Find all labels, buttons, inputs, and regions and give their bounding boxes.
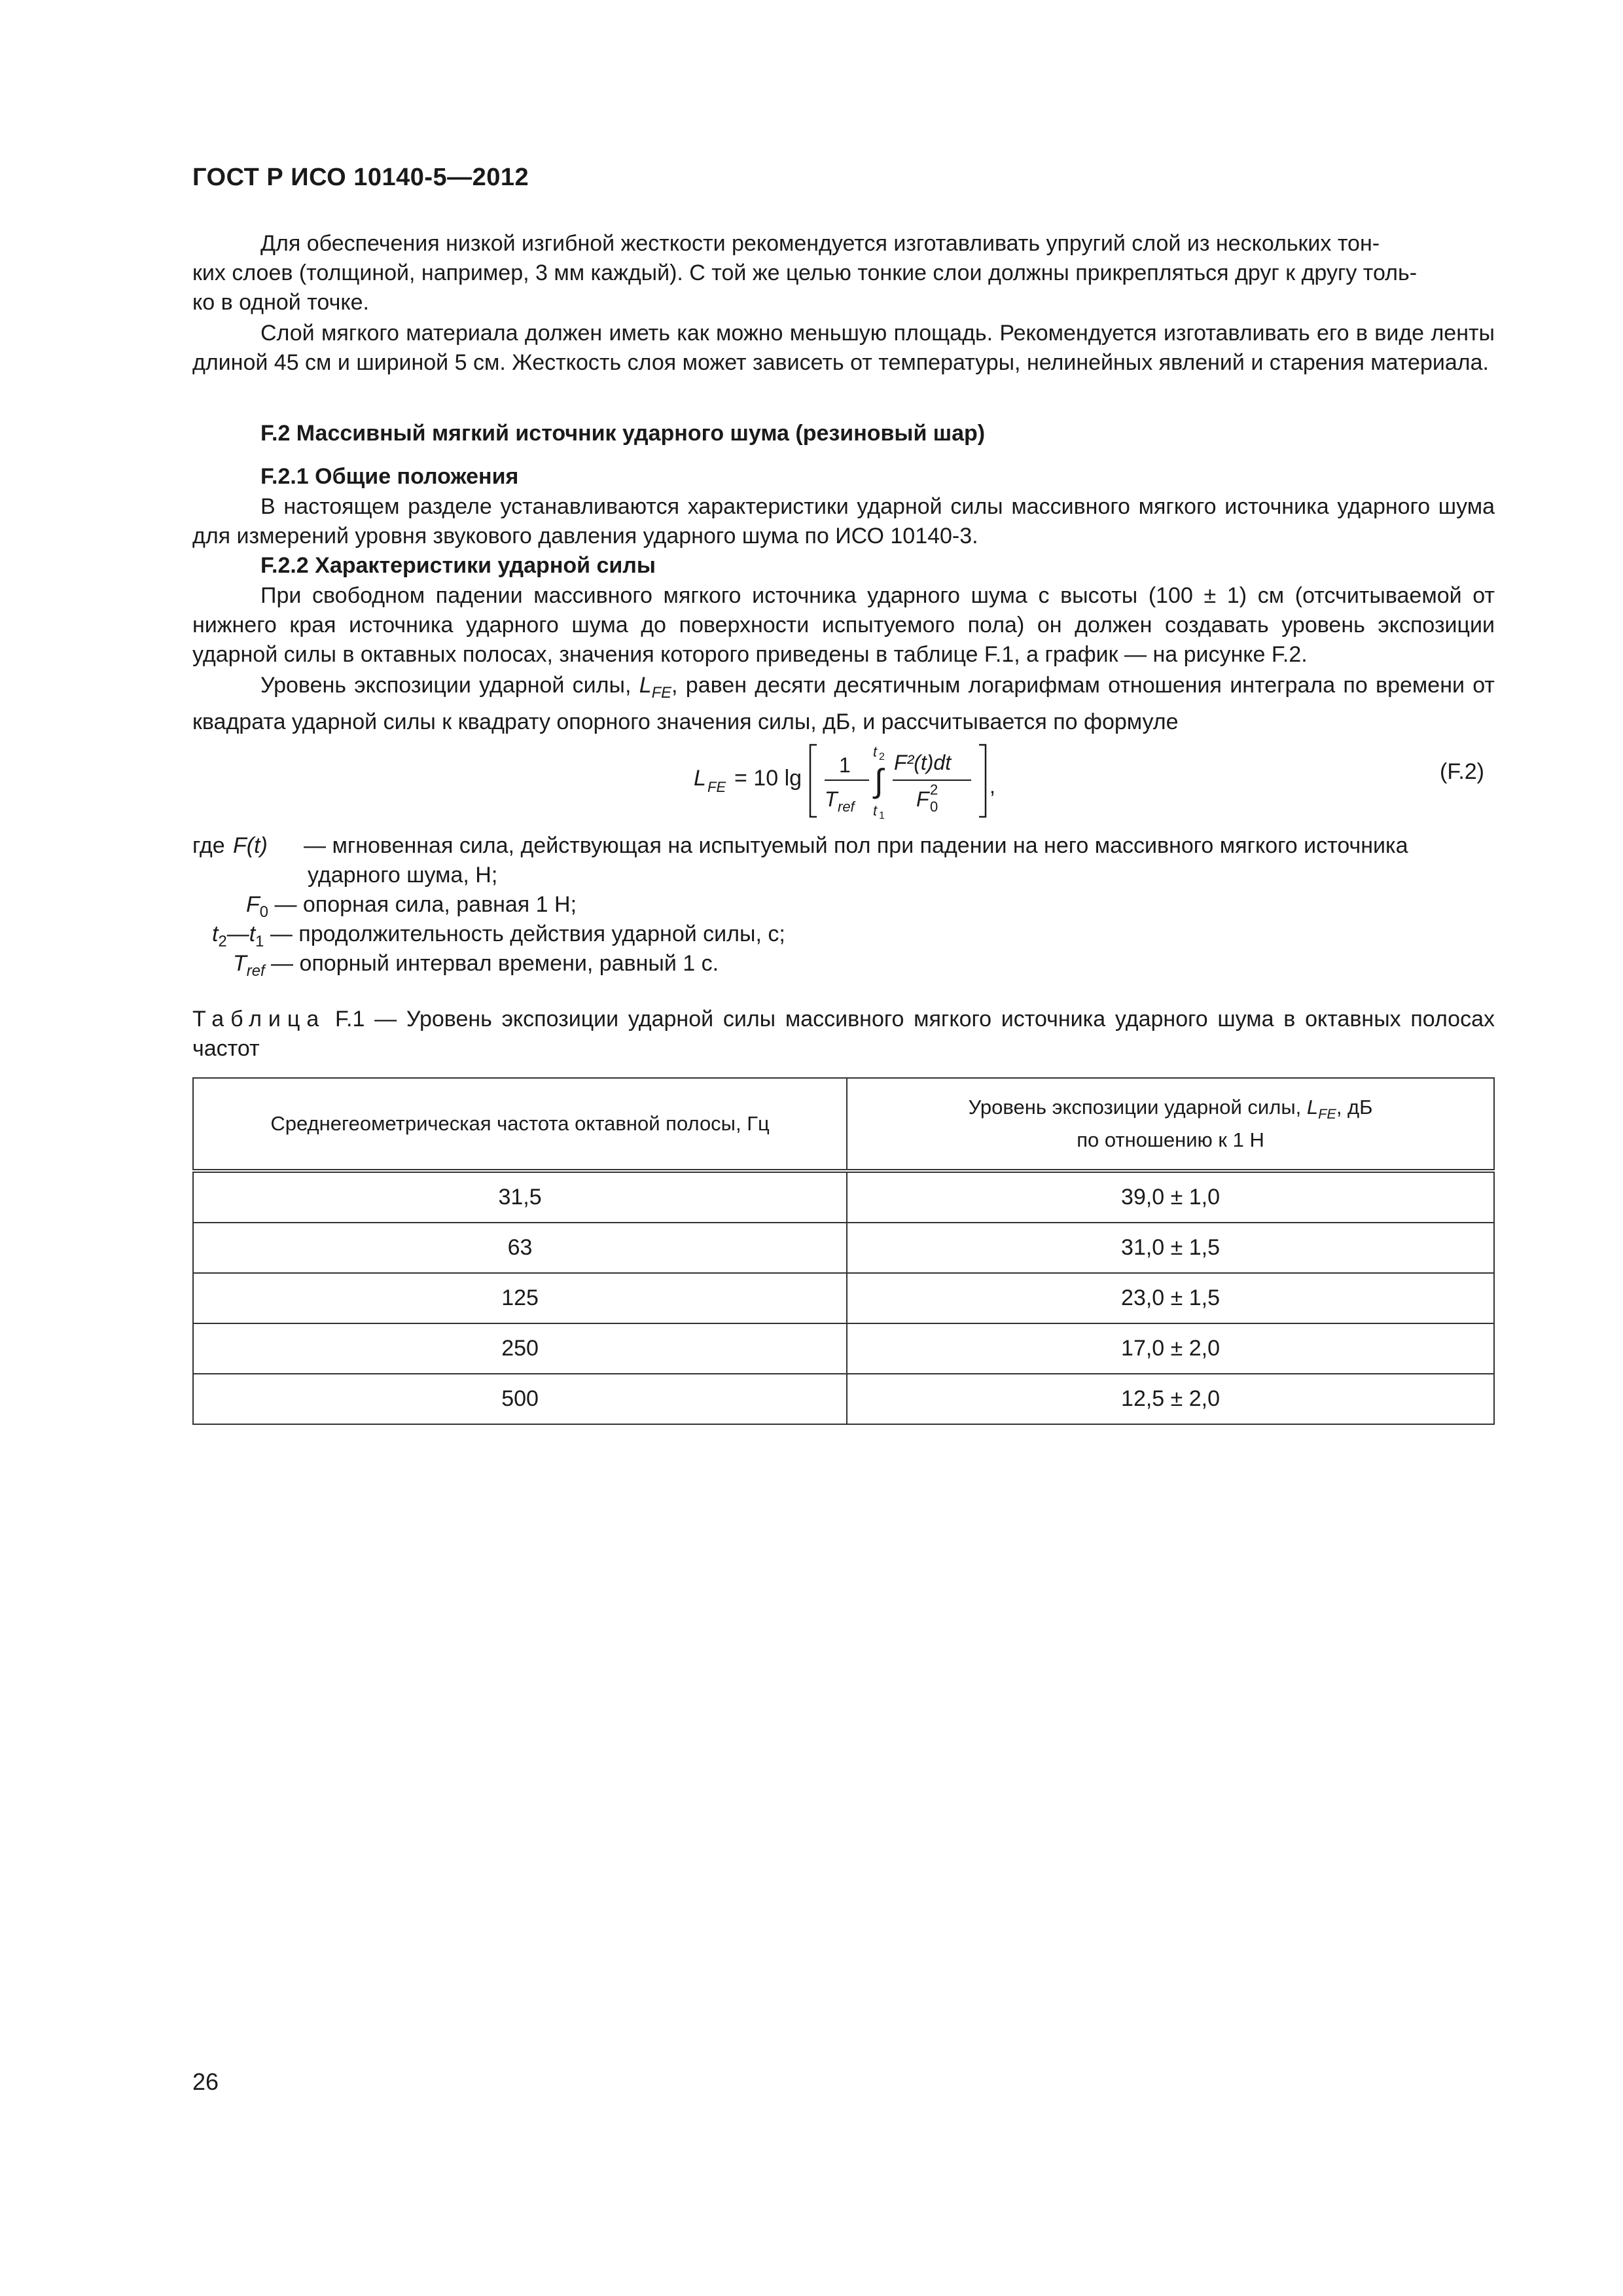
table-caption (192, 1005, 1495, 1064)
section-heading-f21: F.2.1 Общие положения (260, 464, 519, 489)
page-number: 26 (192, 2068, 219, 2095)
paragraph-5 (192, 671, 1495, 737)
paragraph-1-line-1: Для обеспечения низкой изгибной жесткости рекомендуется изготавливать упругий слой из нескольких тон- (260, 231, 1380, 256)
table-header-frequency: Среднегеометрическая частота октавной полосы, Гц (193, 1078, 847, 1171)
symbol-l: L (639, 673, 652, 698)
definition-term-t2-sub: 2 (218, 932, 227, 950)
definition-text-duration: — продолжительность действия ударной силы, с; (270, 922, 785, 946)
integral-upper-sub: 2 (879, 751, 885, 762)
integral-lower-sub: 1 (879, 810, 885, 821)
definition-text-f-t: — мгновенная сила, действующая на испытуемый пол при падении на него массивного мягкого источника (304, 833, 1408, 858)
table-header-level-sub: FE (1318, 1105, 1336, 1122)
table-header-level-ref: по отношению к 1 Н (1077, 1128, 1264, 1152)
table-header-level-symbol: L (1306, 1095, 1319, 1119)
formula-den2-sup: 2 (930, 781, 938, 798)
cell-level: 17,0 ± 2,0 (847, 1323, 1494, 1374)
symbol-fe: FE (651, 683, 672, 702)
cell-level: 31,0 ± 1,5 (847, 1223, 1494, 1273)
section-heading-f22: F.2.2 Характеристики ударной силы (260, 553, 656, 578)
formula-lhs: L (694, 766, 706, 791)
table-header-level-text: Уровень экспозиции ударной силы, (968, 1095, 1307, 1119)
paragraph-3: В настоящем разделе устанавливаются характеристики ударной силы массивного мягкого источника ударного шума для измерений уровня звукового давления ударного шума по ИСО 10140-3. (192, 494, 1495, 548)
table-caption-text: F.1 — Уровень экспозиции ударной силы массивного мягкого источника ударного шума в октавных полосах частот (192, 1007, 1495, 1061)
definition-where: где (192, 833, 225, 858)
definition-term-f0: F (246, 892, 260, 917)
definitions-list (192, 831, 1495, 988)
integral-lower: t (873, 802, 878, 819)
paragraph-1-line-2-wrap (192, 259, 1495, 288)
right-bracket-icon (979, 745, 986, 817)
table-header-level (847, 1078, 1494, 1171)
paragraph-5-end: , равен десяти десятичным логарифмам отношения интеграла по времени от квадрата ударной силы к квадрату опорного значения силы, дБ, и рассчитывается по формуле (192, 673, 1495, 734)
definition-tref (233, 949, 719, 986)
definition-term-tref: T (233, 951, 247, 976)
table-caption-word: Таблица (192, 1007, 326, 1031)
definition-term-f0-sub: 0 (259, 903, 269, 921)
integral-sign-icon: ∫ (874, 762, 883, 799)
integral-upper: t (873, 744, 878, 760)
table-header-level-unit: , дБ (1336, 1095, 1373, 1119)
formula-f2 (694, 738, 1060, 823)
paragraph-1 (192, 229, 1495, 259)
definition-term-f-t: F(t) (233, 833, 268, 858)
definition-term-tref-sub: ref (246, 961, 265, 980)
table-header-row (193, 1078, 1494, 1171)
formula-den1-sub: ref (838, 798, 855, 815)
paragraph-1-line-2: ких слоев (толщиной, например, 3 мм каждый). С той же целью тонкие слои должны прикрепляться друг к другу толь- (192, 260, 1418, 285)
cell-frequency: 500 (193, 1374, 847, 1424)
paragraph-1-line-3: ко в одной точке. (192, 290, 369, 315)
definition-text-f0: — опорная сила, равная 1 Н; (274, 892, 577, 917)
formula-num2: F²(t)dt (894, 751, 952, 774)
definition-term-t1-sub: 1 (255, 932, 264, 950)
formula-comma: , (990, 774, 995, 798)
formula-den1: T (825, 787, 838, 811)
data-table (192, 1077, 1495, 1425)
cell-level: 23,0 ± 1,5 (847, 1273, 1494, 1323)
definition-f-t-cont: ударного шума, Н; (308, 863, 498, 888)
paragraph-2: Слой мягкого материала должен иметь как можно меньшую площадь. Рекомендуется изготавливать его в виде ленты длиной 45 см и шириной 5 см. Жесткость слоя может зависеть от температуры, нелинейных явлений и старения материала. (192, 321, 1495, 375)
table-row (193, 1171, 1494, 1223)
formula-den2: F (916, 787, 929, 811)
formula-lhs-sub: FE (707, 779, 726, 795)
formula-num1: 1 (839, 753, 851, 777)
cell-level: 12,5 ± 2,0 (847, 1374, 1494, 1424)
cell-level: 39,0 ± 1,0 (847, 1171, 1494, 1223)
paragraph-1-line-3-wrap (192, 288, 1495, 317)
cell-frequency: 31,5 (193, 1171, 847, 1223)
cell-frequency: 63 (193, 1223, 847, 1273)
formula-eq: = 10 lg (734, 766, 802, 791)
cell-frequency: 125 (193, 1273, 847, 1323)
definition-term-t1: —t (226, 922, 256, 946)
table-row (193, 1374, 1494, 1424)
table-row (193, 1323, 1494, 1374)
definition-term-t2: t (212, 922, 219, 946)
formula-den2-sub: 0 (930, 798, 938, 815)
paragraph-4: При свободном падении массивного мягкого источника ударного шума с высоты (100 ± 1) см (отсчитываемой от нижнего края источника ударного шума до поверхности испытуемого пола) он должен создавать уровень экспозиции ударной силы в октавных полосах, значения которого приведены в таблице F.1, а график — на рисунке F.2. (192, 583, 1495, 667)
table-row (193, 1273, 1494, 1323)
left-bracket-icon (810, 745, 817, 817)
section-heading-f2: F.2 Массивный мягкий источник ударного шума (резиновый шар) (260, 421, 986, 446)
formula-label: (F.2) (1440, 759, 1484, 784)
document-header: ГОСТ Р ИСО 10140-5—2012 (192, 164, 529, 191)
table-row (193, 1223, 1494, 1273)
paragraph-5-start: Уровень экспозиции ударной силы, (260, 673, 639, 698)
cell-frequency: 250 (193, 1323, 847, 1374)
definition-text-tref: — опорный интервал времени, равный 1 с. (271, 951, 719, 976)
